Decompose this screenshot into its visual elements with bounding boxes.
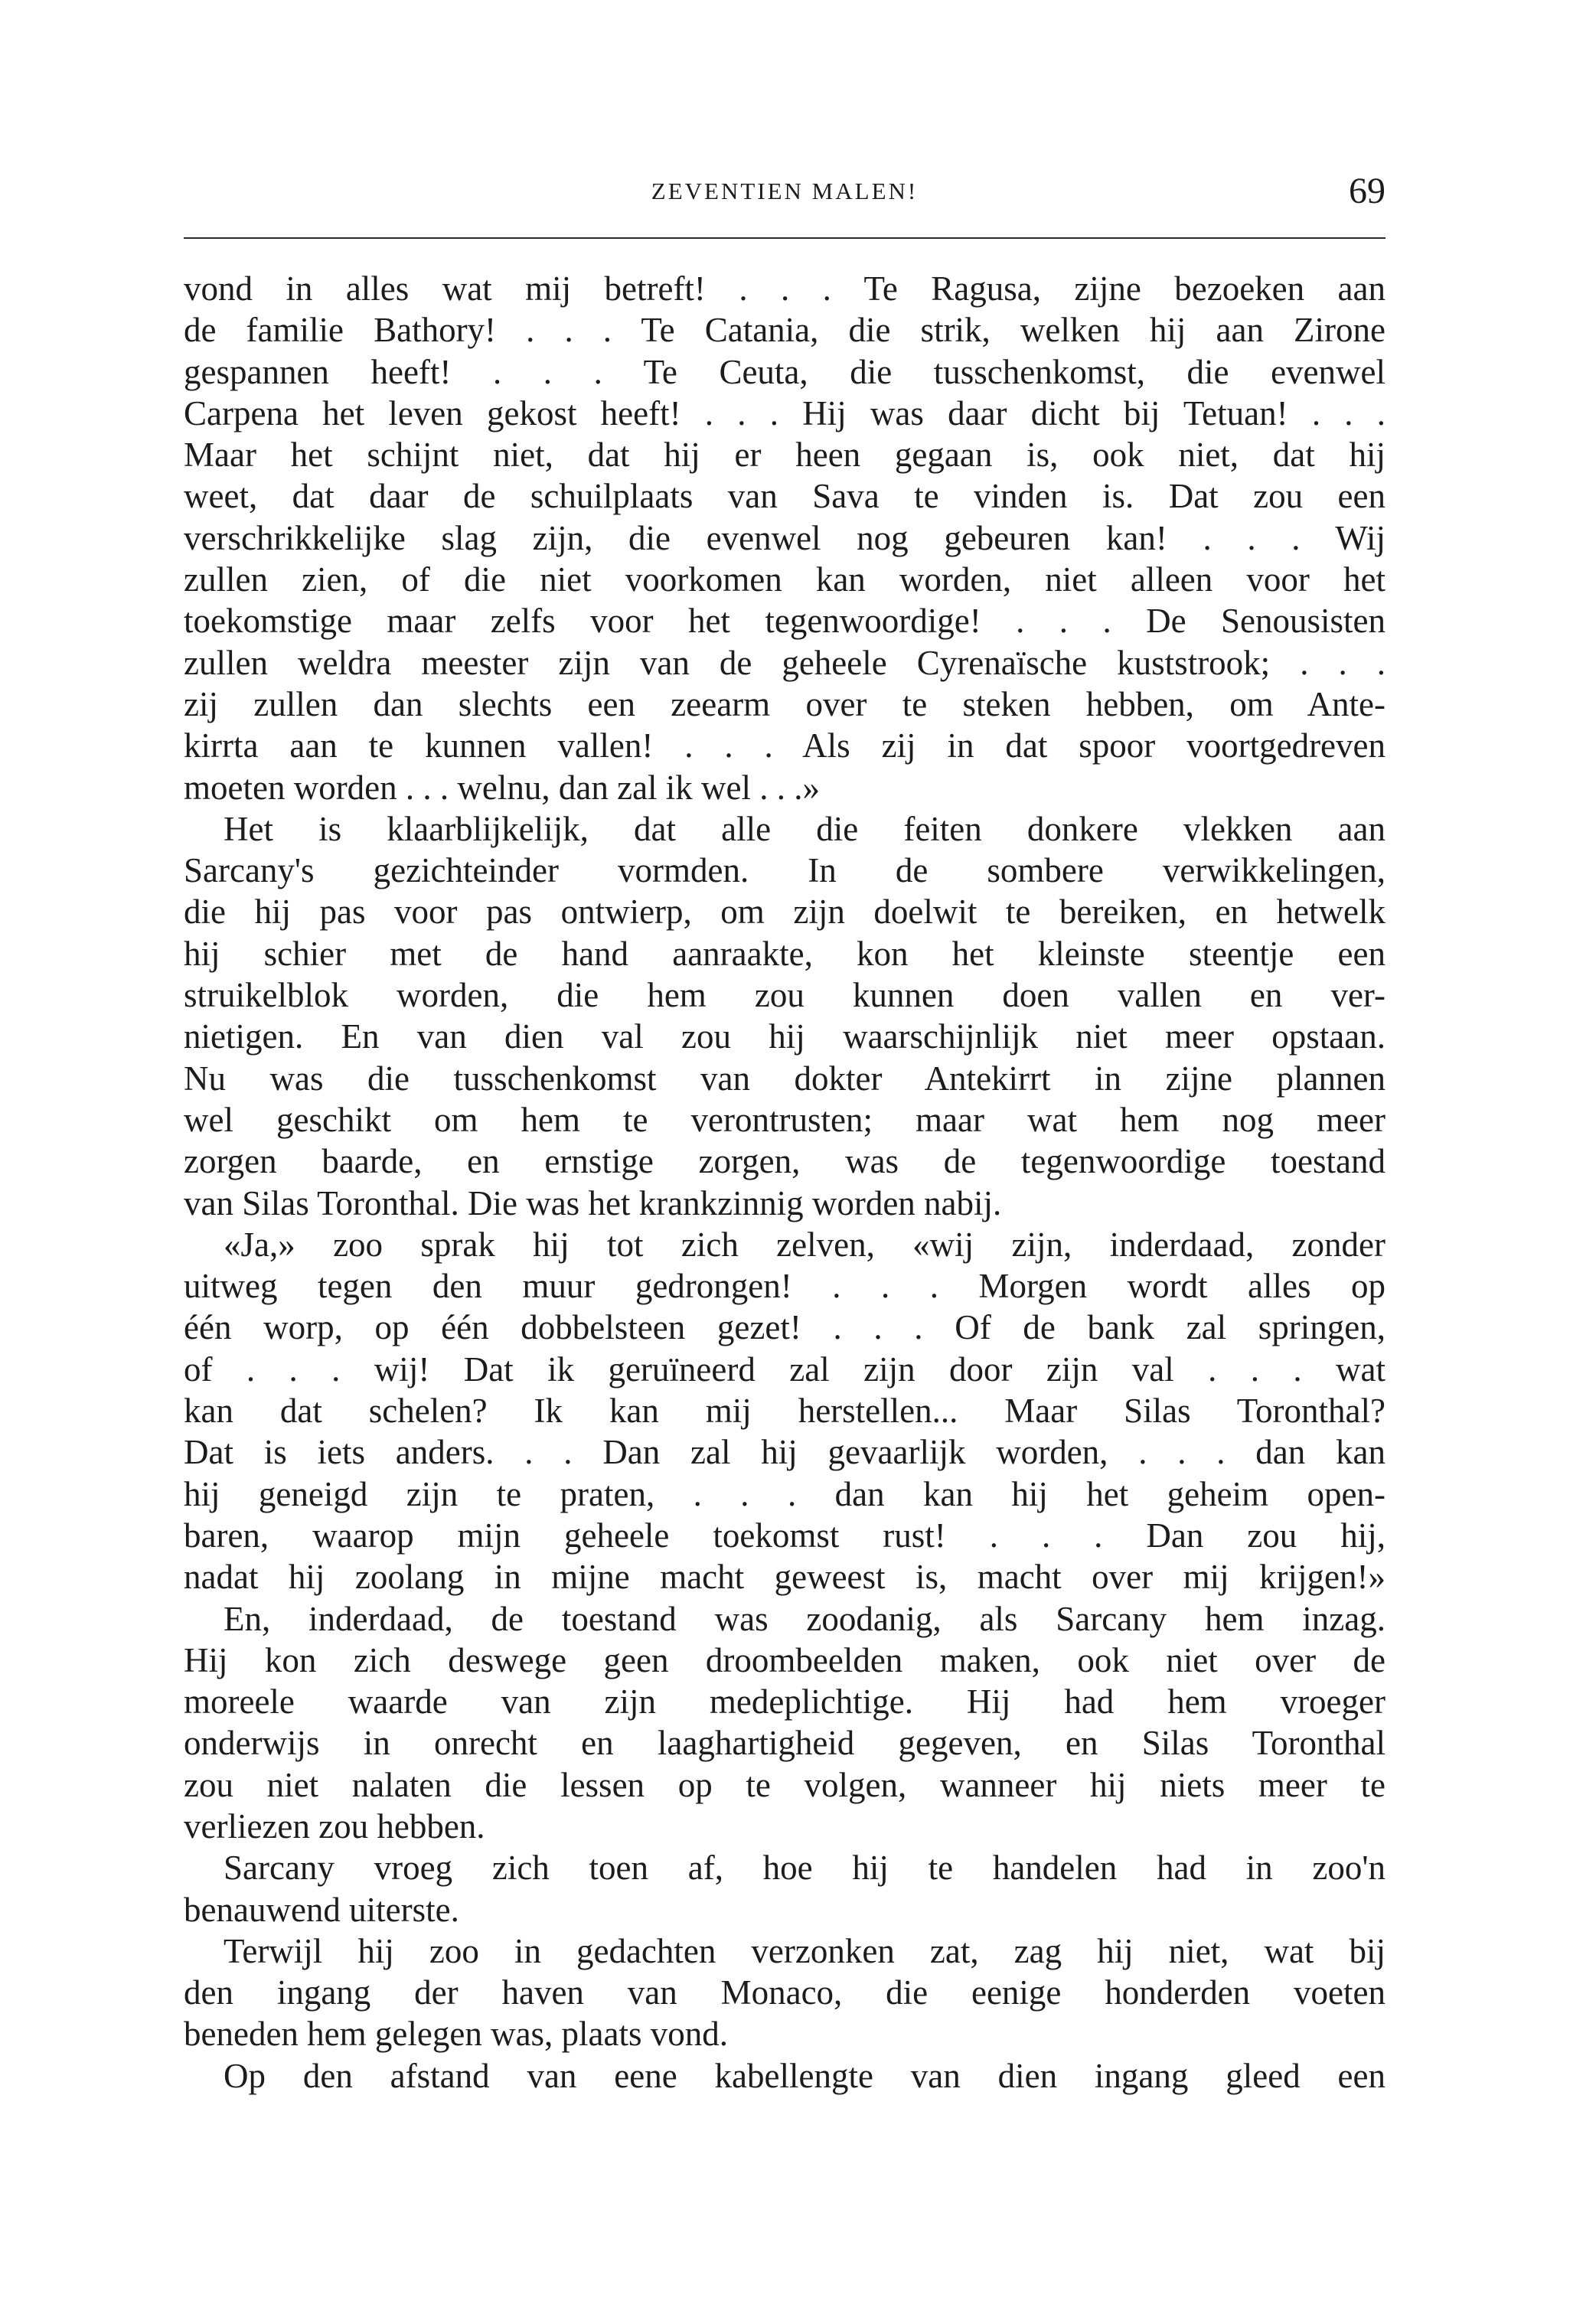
header-rule [184, 237, 1385, 239]
text-line: den ingang der haven van Monaco, die eenige honderden voeten [184, 1973, 1385, 2012]
text-line: Carpena het leven gekost heeft! . . . Hij was daar dicht bij Tetuan! . . . [184, 393, 1385, 432]
text-line: moeten worden . . . welnu, dan zal ik wel . . .» [184, 768, 821, 807]
text-line: moreele waarde van zijn medeplichtige. Hij had hem vroeger [184, 1682, 1385, 1721]
text-line: toekomstige maar zelfs voor het tegenwoordige! . . . De Senousisten [184, 602, 1385, 641]
text-line: zou niet nalaten die lessen op te volgen, wanneer hij niets meer te [184, 1765, 1385, 1804]
text-line: wel geschikt om hem te verontrusten; maar wat hem nog meer [184, 1100, 1385, 1139]
text-line: hij schier met de hand aanraakte, kon het kleinste steentje een [184, 934, 1385, 973]
paragraph-first-line: Sarcany vroeg zich toen af, hoe hij te handelen had in zoo'n [224, 1849, 1385, 1888]
paragraph-first-line: Het is klaarblijkelijk, dat alle die feiten donkere vlekken aan [224, 809, 1385, 848]
paragraph-first-line: En, inderdaad, de toestand was zoodanig, als Sarcany hem inzag. [224, 1599, 1385, 1638]
page-number: 69 [1349, 171, 1385, 211]
text-line: één worp, op één dobbelsteen gezet! . . . Of de bank zal springen, [184, 1308, 1385, 1347]
text-line: zorgen baarde, en ernstige zorgen, was de tegenwoordige toestand [184, 1142, 1385, 1181]
text-line: nietigen. En van dien val zou hij waarschijnlijk niet meer opstaan. [184, 1017, 1385, 1056]
text-line: benauwend uiterste. [184, 1890, 459, 1929]
text-line: Hij kon zich deswege geen droombeelden maken, ook niet over de [184, 1640, 1385, 1679]
paragraph-first-line: Op den afstand van eene kabellengte van dien ingang gleed een [224, 2056, 1385, 2095]
text-line: die hij pas voor pas ontwierp, om zijn doelwit te bereiken, en hetwelk [184, 893, 1385, 932]
text-line: weet, dat daar de schuilplaats van Sava te vinden is. Dat zou een [184, 477, 1385, 516]
text-line: nadat hij zoolang in mijne macht geweest is, macht over mij krijgen!» [184, 1558, 1385, 1597]
text-line: struikelblok worden, die hem zou kunnen doen vallen en ver- [184, 976, 1385, 1015]
text-line: zullen weldra meester zijn van de geheele Cyrenaïsche kuststrook; . . . [184, 643, 1385, 682]
text-line: Maar het schijnt niet, dat hij er heen gegaan is, ook niet, dat hij [184, 436, 1385, 475]
text-line: kirrta aan te kunnen vallen! . . . Als zij in dat spoor voortgedreven [184, 726, 1385, 765]
running-head [184, 170, 1385, 216]
text-line: de familie Bathory! . . . Te Catania, die strik, welken hij aan Zirone [184, 311, 1385, 350]
text-line: verschrikkelijke slag zijn, die evenwel nog gebeuren kan! . . . Wij [184, 518, 1385, 557]
text-line: baren, waarop mijn geheele toekomst rust! . . . Dan zou hij, [184, 1516, 1385, 1555]
text-line: van Silas Toronthal. Die was het krankzinnig worden nabij. [184, 1183, 1002, 1222]
paragraph-first-line: «Ja,» zoo sprak hij tot zich zelven, «wij zijn, inderdaad, zonder [224, 1225, 1385, 1264]
text-line: beneden hem gelegen was, plaats vond. [184, 2015, 729, 2054]
text-line: hij geneigd zijn te praten, . . . dan kan hij het geheim open- [184, 1474, 1385, 1513]
text-line: vond in alles wat mij betreft! . . . Te Ragusa, zijne bezoeken aan [184, 269, 1385, 308]
paragraph-first-line: Terwijl hij zoo in gedachten verzonken zat, zag hij niet, wat bij [224, 1931, 1385, 1970]
text-line: Nu was die tusschenkomst van dokter Antekirrt in zijne plannen [184, 1059, 1385, 1098]
text-line: uitweg tegen den muur gedrongen! . . . Morgen wordt alles op [184, 1267, 1385, 1306]
text-line: zullen zien, of die niet voorkomen kan worden, niet alleen voor het [184, 560, 1385, 599]
text-line: Sarcany's gezichteinder vormden. In de sombere verwikkelingen, [184, 851, 1385, 890]
text-line: of . . . wij! Dat ik geruïneerd zal zijn door zijn val . . . wat [184, 1349, 1385, 1389]
text-line: zij zullen dan slechts een zeearm over te steken hebben, om Ante- [184, 684, 1385, 723]
body-text [184, 268, 1385, 2097]
text-line: verliezen zou hebben. [184, 1806, 485, 1845]
text-line: onderwijs in onrecht en laaghartigheid gegeven, en Silas Toronthal [184, 1724, 1385, 1763]
text-line: kan dat schelen? Ik kan mij herstellen... Maar Silas Toronthal? [184, 1392, 1385, 1431]
text-line: Dat is iets anders. . . Dan zal hij gevaarlijk worden, . . . dan kan [184, 1433, 1385, 1472]
running-title: ZEVENTIEN MALEN! [651, 178, 919, 204]
text-line: gespannen heeft! . . . Te Ceuta, die tusschenkomst, die evenwel [184, 352, 1385, 391]
